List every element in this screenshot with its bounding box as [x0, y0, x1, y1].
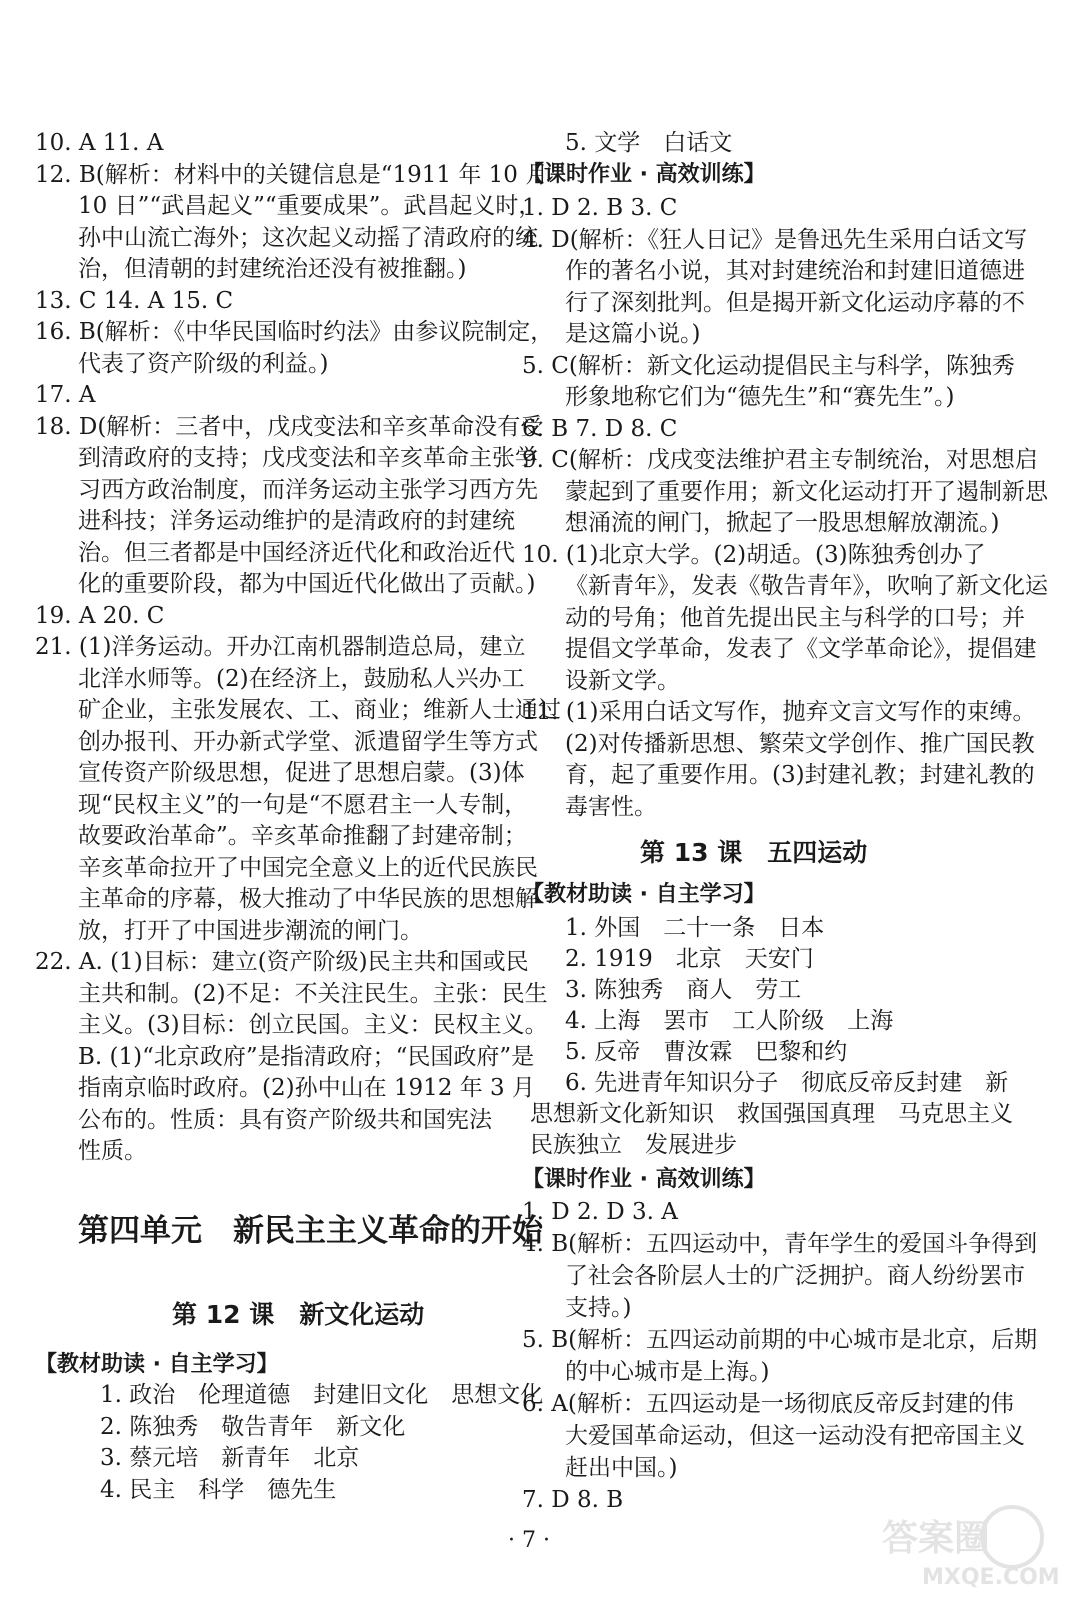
answer-line: 主共和制。(2)不足：不关注民生。主张：民生 — [78, 980, 548, 1007]
answer-line: 现“民权主义”的一句是“不愿君主一人专制， — [78, 791, 528, 818]
answer-line: 12. B(解析：材料中的关键信息是“1911 年 10 月 — [35, 161, 549, 188]
answer-line: 支持。) — [565, 1295, 632, 1321]
answer-line: 北洋水师等。(2)在经济上，鼓励私人兴办工 — [78, 665, 525, 692]
watermark-text: 答案圈 — [882, 1518, 991, 1559]
answer-line: 毒害性。 — [565, 793, 657, 820]
answer-line: 11. (1)采用白话文写作，抛弃文言文写作的束缚。 — [522, 699, 1036, 725]
answer-line: 辛亥革命拉开了中国完全意义上的近代民族民 — [78, 854, 538, 881]
answer-line: 作的著名小说，其对封建统治和封建旧道德进 — [565, 258, 1025, 284]
study-item: 1. 政治 伦理道德 封建旧文化 思想文化 — [100, 1382, 544, 1408]
answer-line: 5. B(解析：五四运动前期的中心城市是北京，后期 — [522, 1327, 1038, 1353]
answer-line: 5. C(解析：新文化运动提倡民主与科学，陈独秀 — [522, 352, 1015, 379]
study-item: 2. 陈独秀 敬告青年 新文化 — [100, 1413, 406, 1440]
answer-line: 10. (1)北京大学。(2)胡适。(3)陈独秀创办了 — [522, 541, 986, 568]
answer-line: 了社会各阶层人士的广泛拥护。商人纷纷罢市 — [565, 1263, 1025, 1289]
answer-line: 提倡文学革命，发表了《文学革命论》，提倡建 — [565, 636, 1037, 662]
answer-line: 放，打开了中国进步潮流的闸门。 — [78, 917, 423, 944]
answer-line: 9. C(解析：戊戌变法维护君主专制统治，对思想启 — [522, 447, 1038, 473]
answer-line: 赶出中国。) — [565, 1455, 678, 1481]
answer-line: 16. B(解析：《中华民国临时约法》由参议院制定， — [35, 319, 554, 345]
answer-line: 矿企业，主张发展农、工、商业；维新人士通过 — [78, 697, 561, 723]
answer-line: 公布的。性质：具有资产阶级共和国宪法 — [78, 1106, 492, 1133]
study-item: 民族独立 发展进步 — [530, 1132, 737, 1158]
answer-line: 是这篇小说。) — [565, 321, 701, 347]
page-number: · 7 · — [508, 1528, 550, 1553]
watermark-logo — [862, 1502, 1062, 1592]
answer-line: 进科技；洋务运动维护的是清政府的封建统 — [78, 508, 515, 534]
answer-line: 形象地称它们为“德先生”和“赛先生”。) — [565, 384, 955, 410]
study-item: 1. 外国 二十一条 日本 — [565, 915, 825, 941]
answer-line: 18. D(解析：三者中，戊戌变法和辛亥革命没有受 — [35, 413, 544, 440]
answer-line: 指南京临时政府。(2)孙中山在 1912 年 3 月 — [78, 1075, 535, 1101]
answer-line: 设新文学。 — [565, 667, 680, 694]
answer-line: 创办报刊、开办新式学堂、派遣留学生等方式 — [78, 728, 538, 755]
answer-line: 动的号角；他首先提出民主与科学的口号；并 — [565, 604, 1025, 631]
study-item: 2. 1919 北京 天安门 — [565, 946, 814, 972]
answer-line: 主义。(3)目标：创立民国。主义：民权主义。 — [78, 1012, 548, 1038]
lesson-12-title: 第 12 课 新文化运动 — [172, 1300, 425, 1329]
answer-line: 6. A(解析：五四运动是一场彻底反帝反封建的伟 — [522, 1391, 1014, 1417]
answer-line: 想涌流的闸门，掀起了一股思想解放潮流。) — [565, 510, 1000, 536]
answer-line: 行了深刻批判。但是揭开新文化运动序幕的不 — [565, 289, 1025, 316]
unit-title: 第四单元 新民主主义革命的开始 — [78, 1213, 543, 1249]
answer-line: 大爱国革命运动，但这一运动没有把帝国主义 — [565, 1423, 1025, 1449]
answer-line: 性质。 — [78, 1138, 147, 1164]
section-header: 【课时作业 · 高效训练】 — [522, 162, 766, 187]
answer-line: 《新青年》，发表《敬告青年》，吹响了新文化运 — [565, 573, 1048, 599]
answer-line: 4. D(解析：《狂人日记》是鲁迅先生采用白话文写 — [522, 226, 1028, 253]
answer-line: 19. A 20. C — [35, 602, 165, 629]
study-item: 5. 反帝 曹汝霖 巴黎和约 — [565, 1039, 848, 1065]
answer-line: 13. C 14. A 15. C — [35, 287, 234, 314]
answer-line: 1. D 2. D 3. A — [522, 1199, 678, 1225]
study-item: 3. 陈独秀 商人 劳工 — [565, 977, 802, 1003]
answer-line: 主革命的序幕，极大推动了中华民族的思想解 — [78, 886, 538, 912]
answer-line: 4. B(解析：五四运动中，青年学生的爱国斗争得到 — [522, 1231, 1038, 1257]
answer-line: 17. A — [35, 382, 96, 408]
answer-line: 孙中山流亡海外；这次起义动摇了清政府的统 — [78, 224, 538, 251]
section-header: 【教材助读 · 自主学习】 — [35, 1352, 279, 1377]
answer-line: 22. A. (1)目标：建立(资产阶级)民主共和国或民 — [35, 949, 529, 975]
watermark-url: MXQE.COM — [922, 1565, 1060, 1590]
answer-line: 6. B 7. D 8. C — [522, 415, 678, 442]
lesson-13-title: 第 13 课 五四运动 — [640, 838, 868, 867]
answer-line: 7. D 8. B — [522, 1487, 624, 1513]
answer-line: 代表了资产阶级的利益。) — [78, 350, 329, 377]
answer-line: 10 日”“武昌起义”“重要成果”。武昌起义时， — [78, 193, 542, 219]
answer-line: 到清政府的支持；戊戌变法和辛亥革命主张学 — [78, 445, 538, 471]
answer-line: B. (1)“北京政府”是指清政府；“民国政府”是 — [78, 1043, 535, 1070]
section-header: 【教材助读 · 自主学习】 — [522, 882, 766, 907]
answer-line: 习西方政治制度，而洋务运动主张学习西方先 — [78, 476, 538, 503]
answer-line: 故要政治革命”。辛亥革命推翻了封建帝制； — [78, 823, 527, 849]
study-item: 3. 蔡元培 新青年 北京 — [100, 1445, 360, 1471]
answer-line: 治，但清朝的封建统治还没有被推翻。) — [78, 256, 467, 282]
answer-line: 宣传资产阶级思想，促进了思想启蒙。(3)体 — [78, 760, 525, 786]
study-item: 4. 民主 科学 德先生 — [100, 1476, 337, 1503]
answer-line: (2)对传播新思想、繁荣文学创作、推广国民教 — [565, 730, 1035, 757]
study-item: 4. 上海 罢市 工人阶级 上海 — [565, 1008, 894, 1034]
answer-line: 1. D 2. B 3. C — [522, 195, 678, 221]
answer-line: 21. (1)洋务运动。开办江南机器制造总局，建立 — [35, 634, 526, 660]
answer-line: 5. 文学 白话文 — [565, 130, 733, 156]
section-header: 【课时作业 · 高效训练】 — [522, 1167, 766, 1192]
answer-line: 蒙起到了重要作用；新文化运动打开了遏制新思 — [565, 478, 1048, 505]
answer-line: 治。但三者都是中国经济近代化和政治近代 — [78, 539, 515, 566]
answer-line: 化的重要阶段，都为中国近代化做出了贡献。) — [78, 571, 536, 597]
answer-line: 育，起了重要作用。(3)封建礼教；封建礼教的 — [565, 762, 1035, 788]
answer-line: 10. A 11. A — [35, 130, 164, 156]
study-item: 6. 先进青年知识分子 彻底反帝反封建 新 — [565, 1070, 1009, 1096]
study-item: 思想新文化新知识 救国强国真理 马克思主义 — [530, 1101, 1013, 1127]
answer-line: 的中心城市是上海。) — [565, 1359, 770, 1385]
